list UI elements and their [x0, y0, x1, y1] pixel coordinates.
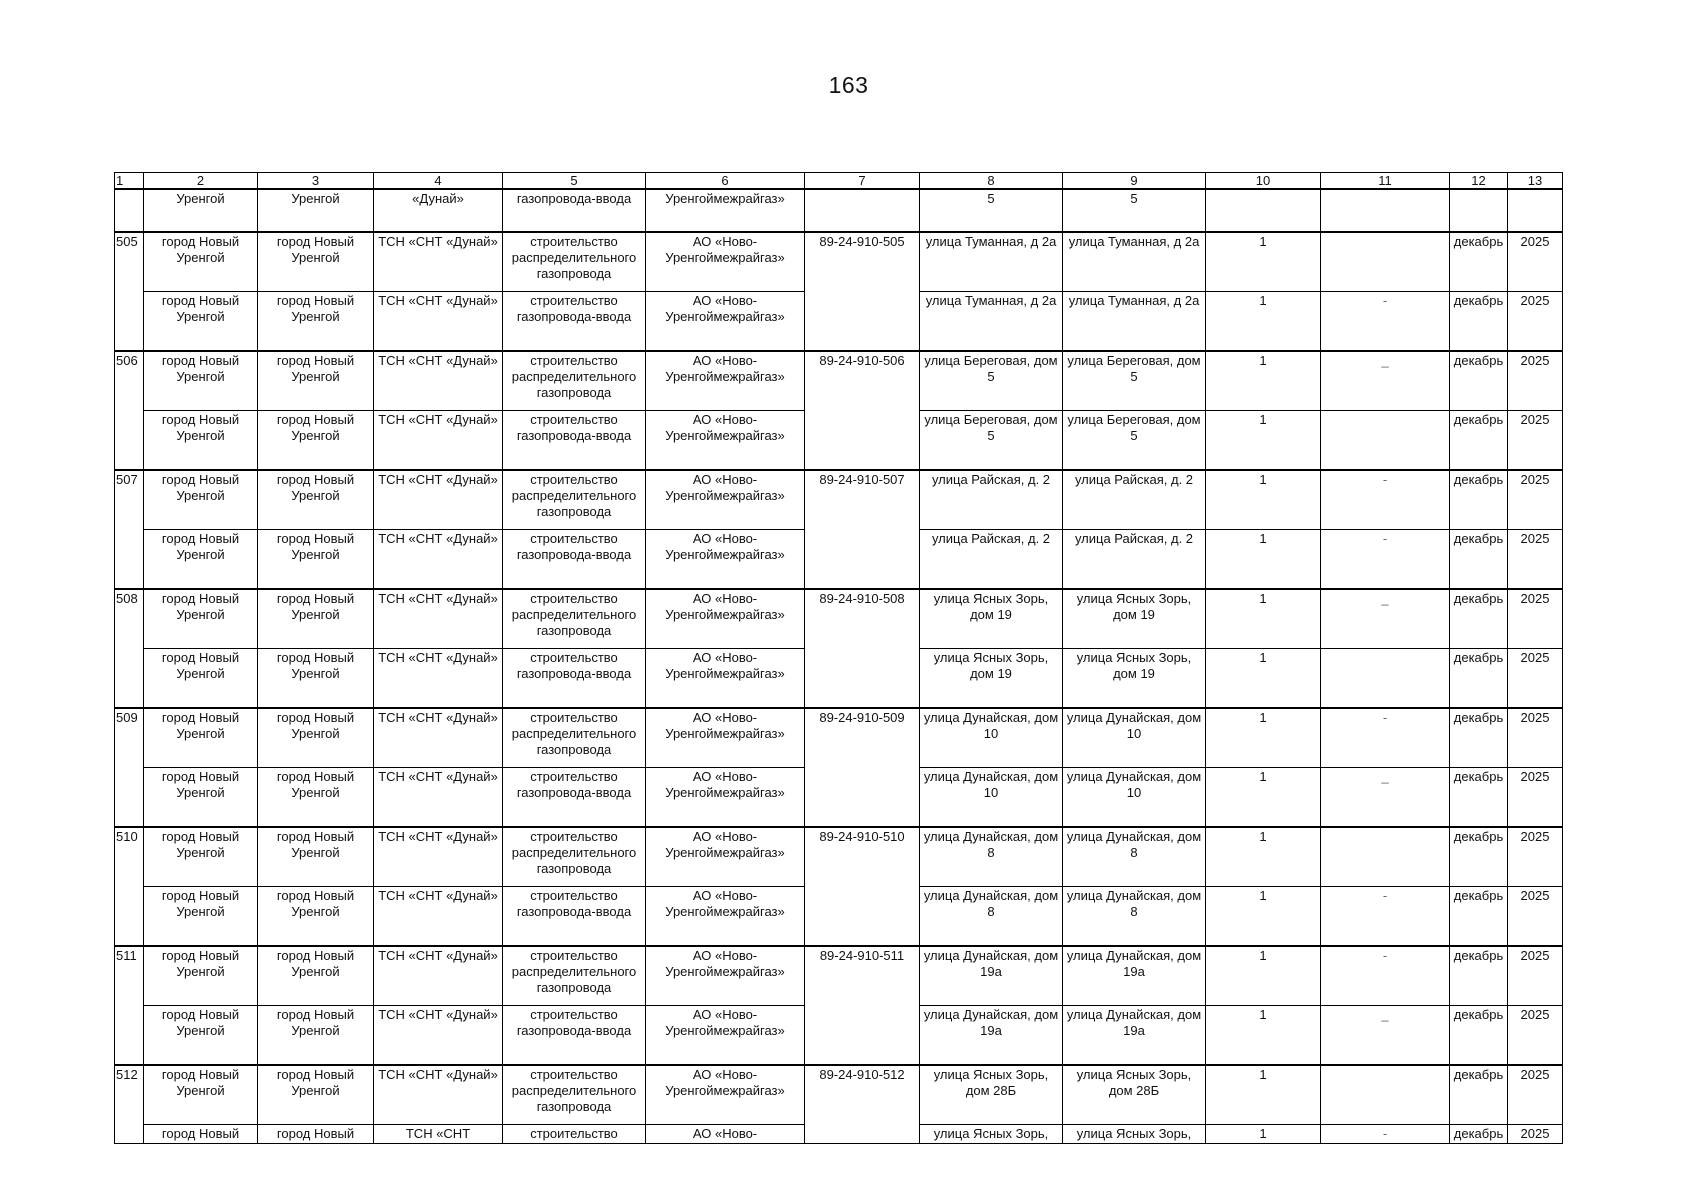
table-row — [115, 1065, 1563, 1125]
municipality-cell: город Новый — [144, 1125, 258, 1144]
note-cell — [1321, 232, 1450, 292]
note-cell: - — [1321, 946, 1450, 1006]
quantity-cell: 1 — [1206, 708, 1321, 768]
year-cell: 2025 — [1508, 351, 1563, 411]
operator-cell: АО «Ново-Уренгоймежрайгаз» — [646, 292, 805, 352]
address-from-cell: улица Ясных Зорь, — [920, 1125, 1063, 1144]
table-row — [115, 470, 1563, 530]
settlement-cell: город Новый Уренгой — [258, 827, 374, 887]
column-number: 8 — [920, 173, 1063, 190]
operator-cell: АО «Ново-Уренгоймежрайгаз» — [646, 1065, 805, 1125]
column-number: 9 — [1063, 173, 1206, 190]
address-from-cell: улица Дунайская, дом 8 — [920, 827, 1063, 887]
quantity-cell: 1 — [1206, 530, 1321, 590]
municipality-cell: город Новый Уренгой — [144, 589, 258, 649]
address-from-cell: улица Туманная, д 2а — [920, 292, 1063, 352]
consumer-cell: ТСН «СНТ «Дунай» — [374, 232, 503, 292]
year-cell: 2025 — [1508, 827, 1563, 887]
address-from-cell: улица Дунайская, дом 10 — [920, 708, 1063, 768]
municipality-cell: город Новый Уренгой — [144, 292, 258, 352]
note-cell: - — [1321, 887, 1450, 947]
object-code-cell: 89-24-910-509 — [805, 708, 920, 827]
quantity-cell: 1 — [1206, 292, 1321, 352]
consumer-cell: ТСН «СНТ «Дунай» — [374, 768, 503, 828]
column-number: 7 — [805, 173, 920, 190]
operator-cell: АО «Ново-Уренгоймежрайгаз» — [646, 589, 805, 649]
continuation-cell: газопровода-ввода — [503, 189, 646, 232]
consumer-cell: ТСН «СНТ «Дунай» — [374, 470, 503, 530]
municipality-cell: город Новый Уренгой — [144, 1006, 258, 1066]
continuation-cell — [1508, 189, 1563, 232]
object-number-cell: 511 — [115, 946, 144, 1065]
settlement-cell: город Новый Уренгой — [258, 1065, 374, 1125]
register-body — [115, 173, 1563, 1144]
work-type-cell: строительство газопровода-ввода — [503, 292, 646, 352]
year-cell: 2025 — [1508, 411, 1563, 471]
operator-cell: АО «Ново-Уренгоймежрайгаз» — [646, 530, 805, 590]
month-cell: декабрь — [1450, 232, 1508, 292]
year-cell: 2025 — [1508, 232, 1563, 292]
year-cell: 2025 — [1508, 887, 1563, 947]
note-cell: - — [1321, 470, 1450, 530]
operator-cell: АО «Ново-Уренгоймежрайгаз» — [646, 708, 805, 768]
municipality-cell: город Новый Уренгой — [144, 411, 258, 471]
municipality-cell: город Новый Уренгой — [144, 1065, 258, 1125]
table-row — [115, 946, 1563, 1006]
work-type-cell: строительство газопровода-ввода — [503, 768, 646, 828]
continuation-cell: Уренгой — [258, 189, 374, 232]
municipality-cell: город Новый Уренгой — [144, 827, 258, 887]
month-cell: декабрь — [1450, 589, 1508, 649]
continuation-cell — [1206, 189, 1321, 232]
object-number-cell: 506 — [115, 351, 144, 470]
operator-cell: АО «Ново-Уренгоймежрайгаз» — [646, 649, 805, 709]
object-number-cell: 509 — [115, 708, 144, 827]
note-cell: _ — [1321, 1006, 1450, 1066]
consumer-cell: ТСН «СНТ «Дунай» — [374, 1065, 503, 1125]
address-to-cell: улица Ясных Зорь, дом 19 — [1063, 649, 1206, 709]
month-cell: декабрь — [1450, 1065, 1508, 1125]
month-cell: декабрь — [1450, 411, 1508, 471]
operator-cell: АО «Ново-Уренгоймежрайгаз» — [646, 411, 805, 471]
month-cell: декабрь — [1450, 1125, 1508, 1144]
settlement-cell: город Новый Уренгой — [258, 1006, 374, 1066]
column-number: 10 — [1206, 173, 1321, 190]
settlement-cell: город Новый Уренгой — [258, 292, 374, 352]
column-number: 6 — [646, 173, 805, 190]
object-number-cell: 512 — [115, 1065, 144, 1144]
address-from-cell: улица Береговая, дом 5 — [920, 351, 1063, 411]
quantity-cell: 1 — [1206, 827, 1321, 887]
municipality-cell: город Новый Уренгой — [144, 530, 258, 590]
consumer-cell: ТСН «СНТ «Дунай» — [374, 946, 503, 1006]
work-type-cell: строительство распределительного газопровода — [503, 470, 646, 530]
settlement-cell: город Новый Уренгой — [258, 411, 374, 471]
month-cell: декабрь — [1450, 649, 1508, 709]
work-type-cell: строительство газопровода-ввода — [503, 649, 646, 709]
page-number: 163 — [828, 72, 869, 98]
settlement-cell: город Новый Уренгой — [258, 589, 374, 649]
settlement-cell: город Новый Уренгой — [258, 232, 374, 292]
month-cell: декабрь — [1450, 1006, 1508, 1066]
settlement-cell: город Новый Уренгой — [258, 649, 374, 709]
continuation-row — [115, 189, 1563, 232]
note-cell: - — [1321, 530, 1450, 590]
year-cell: 2025 — [1508, 470, 1563, 530]
object-code-cell: 89-24-910-511 — [805, 946, 920, 1065]
operator-cell: АО «Ново-Уренгоймежрайгаз» — [646, 827, 805, 887]
address-to-cell: улица Дунайская, дом 10 — [1063, 768, 1206, 828]
continuation-cell: Уренгоймежрайгаз» — [646, 189, 805, 232]
municipality-cell: город Новый Уренгой — [144, 232, 258, 292]
year-cell: 2025 — [1508, 946, 1563, 1006]
address-from-cell: улица Ясных Зорь, дом 19 — [920, 589, 1063, 649]
object-number-cell: 510 — [115, 827, 144, 946]
month-cell: декабрь — [1450, 887, 1508, 947]
column-number: 5 — [503, 173, 646, 190]
note-cell — [1321, 649, 1450, 709]
operator-cell: АО «Ново-Уренгоймежрайгаз» — [646, 470, 805, 530]
continuation-cell: Уренгой — [144, 189, 258, 232]
object-code-cell: 89-24-910-507 — [805, 470, 920, 589]
object-number-cell: 508 — [115, 589, 144, 708]
note-cell — [1321, 411, 1450, 471]
settlement-cell: город Новый Уренгой — [258, 946, 374, 1006]
address-to-cell: улица Дунайская, дом 19а — [1063, 1006, 1206, 1066]
address-from-cell: улица Береговая, дом 5 — [920, 411, 1063, 471]
column-number: 2 — [144, 173, 258, 190]
consumer-cell: ТСН «СНТ «Дунай» — [374, 708, 503, 768]
settlement-cell: город Новый Уренгой — [258, 708, 374, 768]
settlement-cell: город Новый Уренгой — [258, 887, 374, 947]
column-number: 3 — [258, 173, 374, 190]
consumer-cell: ТСН «СНТ «Дунай» — [374, 292, 503, 352]
note-cell: _ — [1321, 351, 1450, 411]
work-type-cell: строительство распределительного газопровода — [503, 589, 646, 649]
table-row — [115, 708, 1563, 768]
quantity-cell: 1 — [1206, 1125, 1321, 1144]
year-cell: 2025 — [1508, 530, 1563, 590]
quantity-cell: 1 — [1206, 946, 1321, 1006]
object-code-cell: 89-24-910-510 — [805, 827, 920, 946]
operator-cell: АО «Ново-Уренгоймежрайгаз» — [646, 887, 805, 947]
quantity-cell: 1 — [1206, 1065, 1321, 1125]
continuation-cell: «Дунай» — [374, 189, 503, 232]
consumer-cell: ТСН «СНТ «Дунай» — [374, 530, 503, 590]
address-to-cell: улица Береговая, дом 5 — [1063, 351, 1206, 411]
quantity-cell: 1 — [1206, 1006, 1321, 1066]
operator-cell: АО «Ново-Уренгоймежрайгаз» — [646, 768, 805, 828]
note-cell: - — [1321, 292, 1450, 352]
note-cell — [1321, 827, 1450, 887]
work-type-cell: строительство газопровода-ввода — [503, 1006, 646, 1066]
continuation-cell — [1450, 189, 1508, 232]
month-cell: декабрь — [1450, 708, 1508, 768]
work-type-cell: строительство распределительного газопровода — [503, 232, 646, 292]
consumer-cell: ТСН «СНТ «Дунай» — [374, 887, 503, 947]
address-to-cell: улица Ясных Зорь, дом 28Б — [1063, 1065, 1206, 1125]
address-to-cell: улица Дунайская, дом 8 — [1063, 887, 1206, 947]
address-to-cell: улица Дунайская, дом 8 — [1063, 827, 1206, 887]
work-type-cell: строительство газопровода-ввода — [503, 530, 646, 590]
address-to-cell: улица Туманная, д 2а — [1063, 232, 1206, 292]
settlement-cell: город Новый — [258, 1125, 374, 1144]
municipality-cell: город Новый Уренгой — [144, 649, 258, 709]
work-type-cell: строительство распределительного газопровода — [503, 827, 646, 887]
continuation-cell — [115, 189, 144, 232]
operator-cell: АО «Ново-Уренгоймежрайгаз» — [646, 232, 805, 292]
year-cell: 2025 — [1508, 1006, 1563, 1066]
settlement-cell: город Новый Уренгой — [258, 768, 374, 828]
settlement-cell: город Новый Уренгой — [258, 351, 374, 411]
quantity-cell: 1 — [1206, 232, 1321, 292]
operator-cell: АО «Ново-Уренгоймежрайгаз» — [646, 1006, 805, 1066]
settlement-cell: город Новый Уренгой — [258, 530, 374, 590]
quantity-cell: 1 — [1206, 887, 1321, 947]
address-from-cell: улица Дунайская, дом 19а — [920, 1006, 1063, 1066]
year-cell: 2025 — [1508, 1125, 1563, 1144]
object-code-cell: 89-24-910-506 — [805, 351, 920, 470]
year-cell: 2025 — [1508, 708, 1563, 768]
address-to-cell: улица Ясных Зорь, — [1063, 1125, 1206, 1144]
operator-cell: АО «Ново-Уренгоймежрайгаз» — [646, 946, 805, 1006]
consumer-cell: ТСН «СНТ «Дунай» — [374, 1006, 503, 1066]
municipality-cell: город Новый Уренгой — [144, 946, 258, 1006]
object-code-cell: 89-24-910-508 — [805, 589, 920, 708]
table-row — [115, 589, 1563, 649]
settlement-cell: город Новый Уренгой — [258, 470, 374, 530]
note-cell: _ — [1321, 768, 1450, 828]
address-from-cell: улица Дунайская, дом 19а — [920, 946, 1063, 1006]
object-code-cell: 89-24-910-512 — [805, 1065, 920, 1144]
month-cell: декабрь — [1450, 470, 1508, 530]
operator-cell: АО «Ново-Уренгоймежрайгаз» — [646, 351, 805, 411]
column-number: 12 — [1450, 173, 1508, 190]
municipality-cell: город Новый Уренгой — [144, 708, 258, 768]
year-cell: 2025 — [1508, 649, 1563, 709]
table-row — [115, 827, 1563, 887]
year-cell: 2025 — [1508, 292, 1563, 352]
object-number-cell: 507 — [115, 470, 144, 589]
municipality-cell: город Новый Уренгой — [144, 887, 258, 947]
column-number: 11 — [1321, 173, 1450, 190]
work-type-cell: строительство — [503, 1125, 646, 1144]
month-cell: декабрь — [1450, 827, 1508, 887]
month-cell: декабрь — [1450, 530, 1508, 590]
table-row — [115, 351, 1563, 411]
municipality-cell: город Новый Уренгой — [144, 768, 258, 828]
quantity-cell: 1 — [1206, 589, 1321, 649]
address-from-cell: улица Райская, д. 2 — [920, 530, 1063, 590]
address-to-cell: улица Дунайская, дом 10 — [1063, 708, 1206, 768]
address-from-cell: улица Дунайская, дом 10 — [920, 768, 1063, 828]
address-from-cell: улица Райская, д. 2 — [920, 470, 1063, 530]
continuation-cell — [1321, 189, 1450, 232]
month-cell: декабрь — [1450, 292, 1508, 352]
month-cell: декабрь — [1450, 946, 1508, 1006]
continuation-cell: 5 — [920, 189, 1063, 232]
note-cell: - — [1321, 1125, 1450, 1144]
work-type-cell: строительство газопровода-ввода — [503, 887, 646, 947]
column-number: 13 — [1508, 173, 1563, 190]
year-cell: 2025 — [1508, 589, 1563, 649]
quantity-cell: 1 — [1206, 351, 1321, 411]
column-number: 1 — [115, 173, 144, 190]
quantity-cell: 1 — [1206, 470, 1321, 530]
address-to-cell: улица Райская, д. 2 — [1063, 530, 1206, 590]
continuation-cell: 5 — [1063, 189, 1206, 232]
register-table — [114, 172, 1563, 1144]
month-cell: декабрь — [1450, 768, 1508, 828]
quantity-cell: 1 — [1206, 411, 1321, 471]
consumer-cell: ТСН «СНТ — [374, 1125, 503, 1144]
year-cell: 2025 — [1508, 768, 1563, 828]
address-from-cell: улица Ясных Зорь, дом 19 — [920, 649, 1063, 709]
object-number-cell: 505 — [115, 232, 144, 351]
consumer-cell: ТСН «СНТ «Дунай» — [374, 351, 503, 411]
operator-cell: АО «Ново- — [646, 1125, 805, 1144]
note-cell — [1321, 1065, 1450, 1125]
quantity-cell: 1 — [1206, 649, 1321, 709]
address-from-cell: улица Ясных Зорь, дом 28Б — [920, 1065, 1063, 1125]
note-cell: - — [1321, 708, 1450, 768]
object-code-cell: 89-24-910-505 — [805, 232, 920, 351]
municipality-cell: город Новый Уренгой — [144, 470, 258, 530]
continuation-cell — [805, 189, 920, 232]
work-type-cell: строительство распределительного газопровода — [503, 351, 646, 411]
consumer-cell: ТСН «СНТ «Дунай» — [374, 411, 503, 471]
quantity-cell: 1 — [1206, 768, 1321, 828]
address-to-cell: улица Туманная, д 2а — [1063, 292, 1206, 352]
work-type-cell: строительство распределительного газопровода — [503, 708, 646, 768]
address-to-cell: улица Дунайская, дом 19а — [1063, 946, 1206, 1006]
work-type-cell: строительство распределительного газопровода — [503, 1065, 646, 1125]
column-number-row — [115, 173, 1563, 190]
column-number: 4 — [374, 173, 503, 190]
year-cell: 2025 — [1508, 1065, 1563, 1125]
consumer-cell: ТСН «СНТ «Дунай» — [374, 649, 503, 709]
address-to-cell: улица Ясных Зорь, дом 19 — [1063, 589, 1206, 649]
consumer-cell: ТСН «СНТ «Дунай» — [374, 827, 503, 887]
month-cell: декабрь — [1450, 351, 1508, 411]
municipality-cell: город Новый Уренгой — [144, 351, 258, 411]
note-cell: _ — [1321, 589, 1450, 649]
address-to-cell: улица Райская, д. 2 — [1063, 470, 1206, 530]
work-type-cell: строительство распределительного газопровода — [503, 946, 646, 1006]
address-from-cell: улица Дунайская, дом 8 — [920, 887, 1063, 947]
consumer-cell: ТСН «СНТ «Дунай» — [374, 589, 503, 649]
address-from-cell: улица Туманная, д 2а — [920, 232, 1063, 292]
address-to-cell: улица Береговая, дом 5 — [1063, 411, 1206, 471]
work-type-cell: строительство газопровода-ввода — [503, 411, 646, 471]
table-row — [115, 232, 1563, 292]
